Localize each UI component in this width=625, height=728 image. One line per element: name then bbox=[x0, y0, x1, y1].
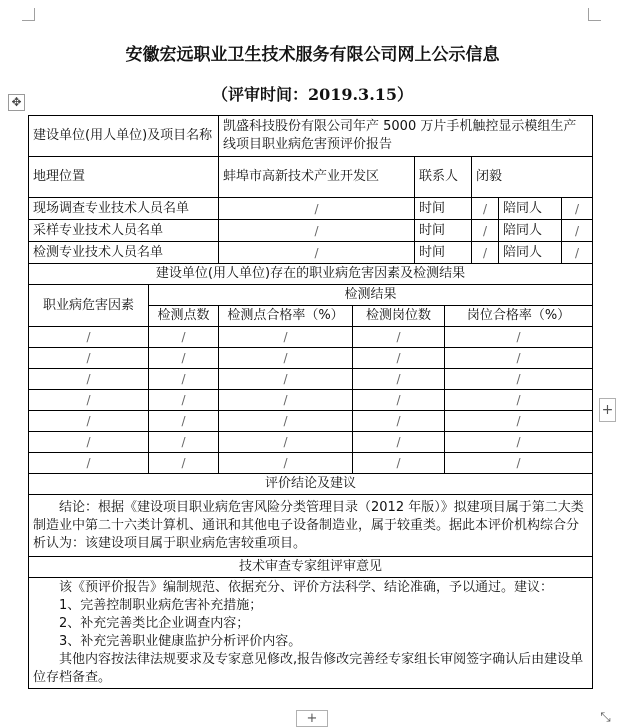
staff-value: / bbox=[219, 220, 415, 242]
table-cell: / bbox=[149, 411, 219, 432]
table-cell: / bbox=[219, 453, 353, 474]
table-cell: / bbox=[149, 432, 219, 453]
list-item: 3、补充完善职业健康监护分析评价内容。 bbox=[59, 634, 302, 649]
companion-label: 陪同人 bbox=[499, 242, 562, 264]
expert-heading-row bbox=[29, 557, 593, 578]
conclusion-text: 结论：根据《建设项目职业病危害风险分类管理目录（2012 年版）》拟建项目属于第二大类制造业中第二十六类计算机、通讯和其他电子设备制造业，属于较重类。据此本评价机构综合分析认为：该建设项目属于职业病危害较重项目。 bbox=[29, 495, 593, 557]
hazard-data-row bbox=[29, 453, 593, 474]
conclusion-heading: 评价结论及建议 bbox=[29, 474, 593, 495]
hazard-section-row bbox=[29, 264, 593, 285]
column-header: 检测点数 bbox=[149, 306, 219, 327]
hazard-data-row bbox=[29, 369, 593, 390]
table-cell: / bbox=[445, 348, 593, 369]
time-label: 时间 bbox=[415, 198, 472, 220]
companion-value: / bbox=[562, 242, 593, 264]
staff-value: / bbox=[219, 242, 415, 264]
table-cell: / bbox=[353, 327, 445, 348]
document-title: 安徽宏远职业卫生技术服务有限公司网上公示信息 bbox=[125, 45, 500, 65]
location-value: 蚌埠市高新技术产业开发区 bbox=[219, 157, 415, 198]
time-label: 时间 bbox=[415, 220, 472, 242]
staff-row bbox=[29, 242, 593, 264]
table-cell: / bbox=[219, 390, 353, 411]
resize-icon[interactable]: ⤡ bbox=[600, 710, 611, 725]
list-item: 2、补充完善类比企业调查内容； bbox=[59, 616, 250, 631]
table-cell: / bbox=[149, 369, 219, 390]
factor-header: 职业病危害因素 bbox=[29, 285, 149, 327]
expert-review-intro: 该《预评价报告》编制规范、依据充分、评价方法科学、结论准确，予以通过。建议： bbox=[59, 580, 554, 595]
time-label: 时间 bbox=[415, 242, 472, 264]
table-cell: / bbox=[353, 348, 445, 369]
expert-review-heading: 技术审查专家组评审意见 bbox=[29, 557, 593, 578]
hazard-data-row bbox=[29, 411, 593, 432]
table-cell: / bbox=[149, 348, 219, 369]
hazard-data-row bbox=[29, 390, 593, 411]
table-cell: / bbox=[219, 411, 353, 432]
add-row-icon[interactable]: + bbox=[296, 710, 328, 727]
table-cell: / bbox=[445, 432, 593, 453]
table-cell: / bbox=[445, 369, 593, 390]
hazard-section-heading: 建设单位(用人单位)存在的职业病危害因素及检测结果 bbox=[29, 264, 593, 285]
table-cell: / bbox=[29, 453, 149, 474]
table-cell: / bbox=[445, 453, 593, 474]
companion-value: / bbox=[562, 198, 593, 220]
hazard-data-row bbox=[29, 327, 593, 348]
location-row bbox=[29, 157, 593, 198]
table-cell: / bbox=[353, 369, 445, 390]
column-header: 检测点合格率（%） bbox=[219, 306, 353, 327]
page-corner-mark-top-right bbox=[588, 8, 601, 21]
contact-label: 联系人 bbox=[415, 157, 472, 198]
table-cell: / bbox=[219, 327, 353, 348]
table-cell: / bbox=[29, 369, 149, 390]
table-cell: / bbox=[353, 411, 445, 432]
hazard-data-row bbox=[29, 348, 593, 369]
hazard-data-row bbox=[29, 432, 593, 453]
staff-label: 现场调查专业技术人员名单 bbox=[29, 198, 219, 220]
table-cell: / bbox=[29, 327, 149, 348]
table-cell: / bbox=[29, 432, 149, 453]
table-cell: / bbox=[445, 411, 593, 432]
table-cell: / bbox=[29, 390, 149, 411]
table-cell: / bbox=[353, 453, 445, 474]
column-header: 岗位合格率（%） bbox=[445, 306, 593, 327]
table-cell: / bbox=[445, 390, 593, 411]
project-label: 建设单位(用人单位)及项目名称 bbox=[29, 116, 219, 157]
time-value: / bbox=[472, 198, 499, 220]
table-cell: / bbox=[445, 327, 593, 348]
companion-label: 陪同人 bbox=[499, 198, 562, 220]
companion-value: / bbox=[562, 220, 593, 242]
disclosure-table bbox=[28, 115, 593, 689]
table-cell: / bbox=[219, 369, 353, 390]
table-cell: / bbox=[149, 453, 219, 474]
contact-value: 闭毅 bbox=[472, 157, 593, 198]
staff-value: / bbox=[219, 198, 415, 220]
staff-row bbox=[29, 220, 593, 242]
table-cell: / bbox=[149, 327, 219, 348]
location-label: 地理位置 bbox=[29, 157, 219, 198]
time-value: / bbox=[472, 242, 499, 264]
companion-label: 陪同人 bbox=[499, 220, 562, 242]
results-header: 检测结果 bbox=[149, 285, 593, 306]
table-cell: / bbox=[353, 432, 445, 453]
table-cell: / bbox=[29, 348, 149, 369]
table-cell: / bbox=[219, 432, 353, 453]
staff-label: 采样专业技术人员名单 bbox=[29, 220, 219, 242]
column-header: 检测岗位数 bbox=[353, 306, 445, 327]
hazard-header-row bbox=[29, 285, 593, 306]
table-cell: / bbox=[29, 411, 149, 432]
staff-row bbox=[29, 198, 593, 220]
expert-review-closing: 其他内容按法律法规要求及专家意见修改,报告修改完善经专家组长审阅签字确认后由建设单位存档备查。 bbox=[33, 652, 584, 685]
list-item: 1、完善控制职业病危害补充措施； bbox=[59, 598, 263, 613]
move-icon[interactable]: ✥ bbox=[8, 94, 25, 111]
staff-label: 检测专业技术人员名单 bbox=[29, 242, 219, 264]
table-cell: / bbox=[353, 390, 445, 411]
expert-review-body bbox=[29, 578, 593, 689]
review-date-subtitle: （评审时间：2019.3.15） bbox=[211, 85, 414, 104]
table-cell: / bbox=[219, 348, 353, 369]
expert-text-row bbox=[29, 578, 593, 689]
project-value: 凯盛科技股份有限公司年产 5000 万片手机触控显示模组生产线项目职业病危害预评价报告 bbox=[219, 116, 593, 157]
conclusion-heading-row bbox=[29, 474, 593, 495]
table-cell: / bbox=[149, 390, 219, 411]
time-value: / bbox=[472, 220, 499, 242]
conclusion-text-row bbox=[29, 495, 593, 557]
add-column-icon[interactable]: + bbox=[599, 398, 616, 422]
page-corner-mark-top-left bbox=[22, 8, 35, 21]
project-row bbox=[29, 116, 593, 157]
